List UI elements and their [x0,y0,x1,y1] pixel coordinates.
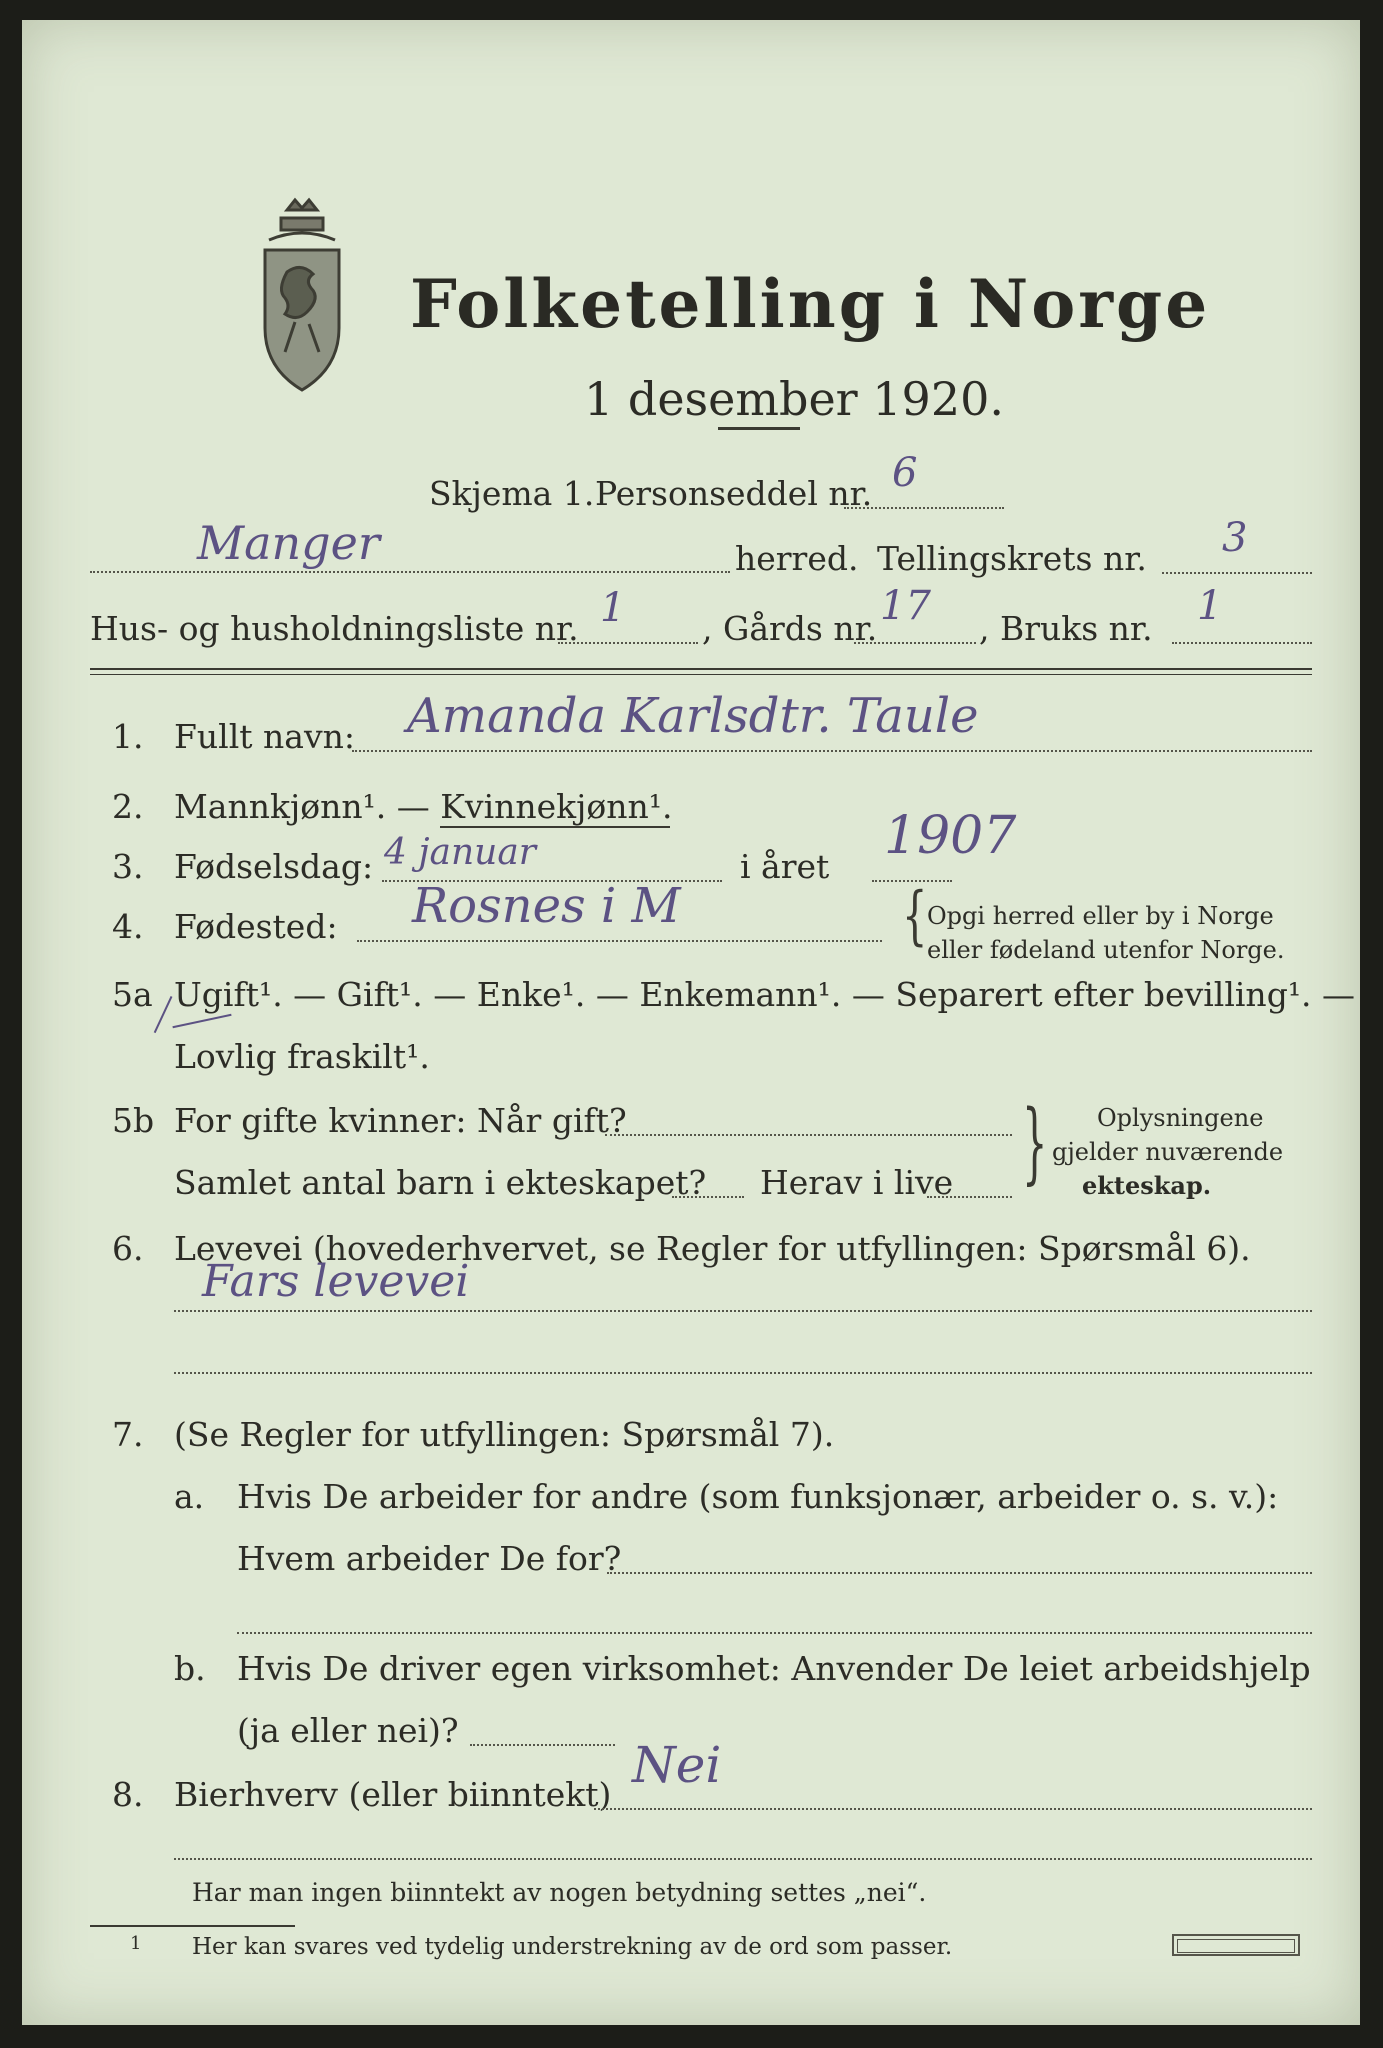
item-5b-note-1: Oplysningene [1097,1104,1264,1132]
census-form-sheet: Folketelling i Norge 1 desember 1920. Skjema 1. Personseddel nr. 6 Manger herred. Tellingskrets nr. 3 Hus- og husholdningsliste nr. 1 , Gårds nr. 17 , Bruks nr. 1 1. Fullt navn: Amanda Karlsdtr. Taule 2. Mannkjønn¹. — Kvinnekjønn¹. 3. Fødselsdag: 4 januar i året 1907 4. Fødested: Rosnes i M { Opgi herred eller by i Norge eller fødeland utenfor Norge. 5a Ugift¹. — Gift¹. — Enke¹. — Enkemann¹. — Separert efter bevilling¹. — Lovlig fraskilt¹. 5b For gifte kvinner: Når gift? Samlet antal barn i ekteskapet? Herav i live } Oplysningene gjelder nuværende ekteskap. 6. Levevei (hovederhvervet, se Regler for utfyllingen: Spørsmål 6). Fars levevei 7. (Se Regler for utfyllingen: Spørsmål 7). a. Hvis De arbeider for andre (som funksjonær, arbeider o. s. v.): Hvem arbeider De for? b. Hvis De driver egen virksomhet: Anvender De leiet arbeidshjelp (ja eller nei)? 8. Bierhverv (eller biinntekt) Nei Har man ingen biinntekt av nogen betydning settes „nei“. 1 Her kan svares ved tydelig understrekning av de ord som passer. [22,20,1360,2025]
personseddel-value: 6 [892,450,918,496]
item-5b-note-3: ekteskap. [1082,1171,1212,1200]
footer-note: Har man ingen biinntekt av nogen betydning settes „nei“. [192,1878,927,1907]
tellingskrets-value: 3 [1222,515,1248,561]
item-7-number: 7. [112,1415,144,1454]
item-5a-options-cont: Lovlig fraskilt¹. [174,1037,430,1076]
item-7b-question: (ja eller nei)? [237,1711,459,1750]
item-7b-label: Hvis De driver egen virksomhet: Anvender De leiet arbeidshjelp [237,1649,1311,1688]
item-4-number: 4. [112,907,144,946]
item-7a-letter: a. [174,1477,205,1516]
tellingskrets-label: Tellingskrets nr. [877,539,1147,578]
form-title: Folketelling i Norge [410,265,1211,343]
item-7b-letter: b. [174,1649,206,1688]
item-5b-label-3: Herav i live [760,1163,954,1202]
item-5a-options: Ugift¹. — Gift¹. — Enke¹. — Enkemann¹. — Separert efter bevilling¹. — [174,975,1356,1014]
item-1-label: Fullt navn: [174,717,355,756]
husholdningsliste-label: Hus- og husholdningsliste nr. [90,609,579,648]
item-4-note-1: Opgi herred eller by i Norge [927,902,1274,930]
item-6-number: 6. [112,1229,144,1268]
side-income-value: Nei [632,1736,722,1794]
item-3-label: Fødselsdag: [174,847,374,886]
full-name-value: Amanda Karlsdtr. Taule [407,688,979,744]
item-3-number: 3. [112,847,144,886]
item-8-label: Bierhverv (eller biinntekt) [174,1775,612,1814]
birth-year-value: 1907 [884,806,1017,866]
schema-label: Skjema 1. [429,474,595,513]
gards-value: 17 [880,583,931,629]
item-2-number: 2. [112,787,144,826]
item-2-options: Mannkjønn¹. — Kvinnekjønn¹. [174,787,673,826]
item-5b-label-1: For gifte kvinner: Når gift? [174,1101,627,1140]
item-6-label: Levevei (hovederhvervet, se Regler for utfyllingen: Spørsmål 6). [174,1229,1251,1268]
printer-stamp [1172,1934,1300,1956]
footnote-text: Her kan svares ved tydelig understrekning av de ord som passer. [192,1934,953,1960]
herred-value: Manger [197,516,380,570]
item-4-label: Fødested: [174,907,338,946]
item-5b-number: 5b [112,1101,155,1140]
husholdningsliste-value: 1 [600,585,626,631]
bruks-label: , Bruks nr. [979,609,1153,648]
item-4-note-2: eller fødeland utenfor Norge. [927,936,1285,964]
bruks-value: 1 [1197,583,1223,629]
birthday-value: 4 januar [384,832,537,873]
footnote-marker: 1 [130,1933,142,1954]
item-5b-label-2: Samlet antal barn i ekteskapet? [174,1163,707,1202]
item-5a-number: 5a [112,975,153,1014]
item-3-year-label: i året [740,847,830,886]
gards-label: , Gårds nr. [702,609,878,648]
item-8-number: 8. [112,1775,144,1814]
norwegian-coat-of-arms-icon [247,192,357,407]
form-date: 1 desember 1920. [584,372,1004,426]
herred-label: herred. [735,539,859,578]
item-7a-label: Hvis De arbeider for andre (som funksjonær, arbeider o. s. v.): [237,1477,1279,1516]
item-7-label: (Se Regler for utfyllingen: Spørsmål 7). [174,1415,835,1454]
item-7a-question: Hvem arbeider De for? [237,1539,622,1578]
birthplace-value: Rosnes i M [412,878,681,934]
personseddel-label: Personseddel nr. [595,474,873,513]
occupation-value: Fars levevei [202,1256,470,1307]
item-5b-note-2: gjelder nuværende [1052,1138,1284,1166]
item-1-number: 1. [112,717,144,756]
